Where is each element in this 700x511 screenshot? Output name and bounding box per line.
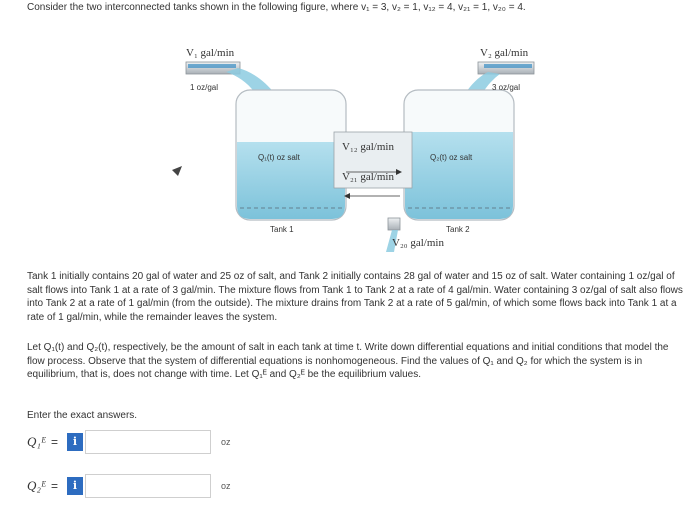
q2-equilibrium-label: Q₂ᴱ — [27, 478, 47, 493]
v2-label: V₂ gal/min — [480, 47, 529, 59]
tank2-name: Tank 2 — [446, 225, 470, 234]
cursor-icon — [172, 166, 182, 176]
q2-answer-input[interactable] — [85, 474, 211, 498]
tank2-salt-label: Q₂(t) oz salt — [430, 153, 473, 162]
answer-row-q2 — [27, 474, 347, 500]
header-intro: Consider the two interconnected tanks shown in the following figure, where — [27, 2, 359, 13]
v20-label: V₂₀ gal/min — [392, 237, 444, 249]
tank1-name: Tank 1 — [270, 225, 294, 234]
inlet-pipe-2 — [478, 62, 534, 74]
q2-unit: oz — [221, 481, 231, 491]
v1-label: V₁ gal/min — [186, 47, 235, 59]
answer-row-q1 — [27, 430, 347, 456]
equals-sign: = — [51, 479, 59, 493]
tank1-salt-label: Q₁(t) oz salt — [258, 153, 300, 162]
v2-concentration: 3 oz/gal — [492, 83, 521, 92]
info-icon[interactable]: i — [67, 433, 83, 451]
q1-equilibrium-label: Q₁ᴱ — [27, 434, 47, 449]
header-values: v₁ = 3, v₂ = 1, v₁₂ = 4, v₂₁ = 1, v₂₀ = 4. — [361, 2, 526, 13]
info-icon[interactable]: i — [67, 477, 83, 495]
v12-label: V₁₂ gal/min — [342, 141, 394, 153]
problem-paragraph-2: Let Q₁(t) and Q₂(t), respectively, be the amount of salt in each tank at time t. Write down differential equations and initial conditions that model the flow process. Observe that the system of differential equations is nonhomogeneous. Find the values of Q₁ and Q₂ for which the system is in equilibrium, that is, does not change with time. Let Q₁ᴱ and Q₂ᴱ be the equilibrium values. — [27, 342, 669, 380]
v1-concentration: 1 oz/gal — [190, 83, 219, 92]
answer-instruction: Enter the exact answers. — [27, 410, 138, 421]
problem-paragraph-1: Tank 1 initially contains 20 gal of water and 25 oz of salt, and Tank 2 initially contains 28 gal of water and 15 oz of salt. Water containing 1 oz/gal of salt flows into Tank 1 at a rate of 3 gal/min. The mixture flows from Tank 1 to Tank 2 at a rate of 4 gal/min. Water containing 3 oz/gal of salt also flows into Tank 2 at a rate of 1 gal/min (from the outside). The mixture drains from Tank 2 at a rate of 5 gal/min, of which some flows back into Tank 1 at a rate of 1 gal/min, while the remainder leaves the system. — [27, 271, 683, 323]
q1-unit: oz — [221, 437, 231, 447]
v21-label: V₂₁ gal/min — [342, 171, 394, 183]
q1-answer-input[interactable] — [85, 430, 211, 454]
equals-sign: = — [51, 435, 59, 449]
